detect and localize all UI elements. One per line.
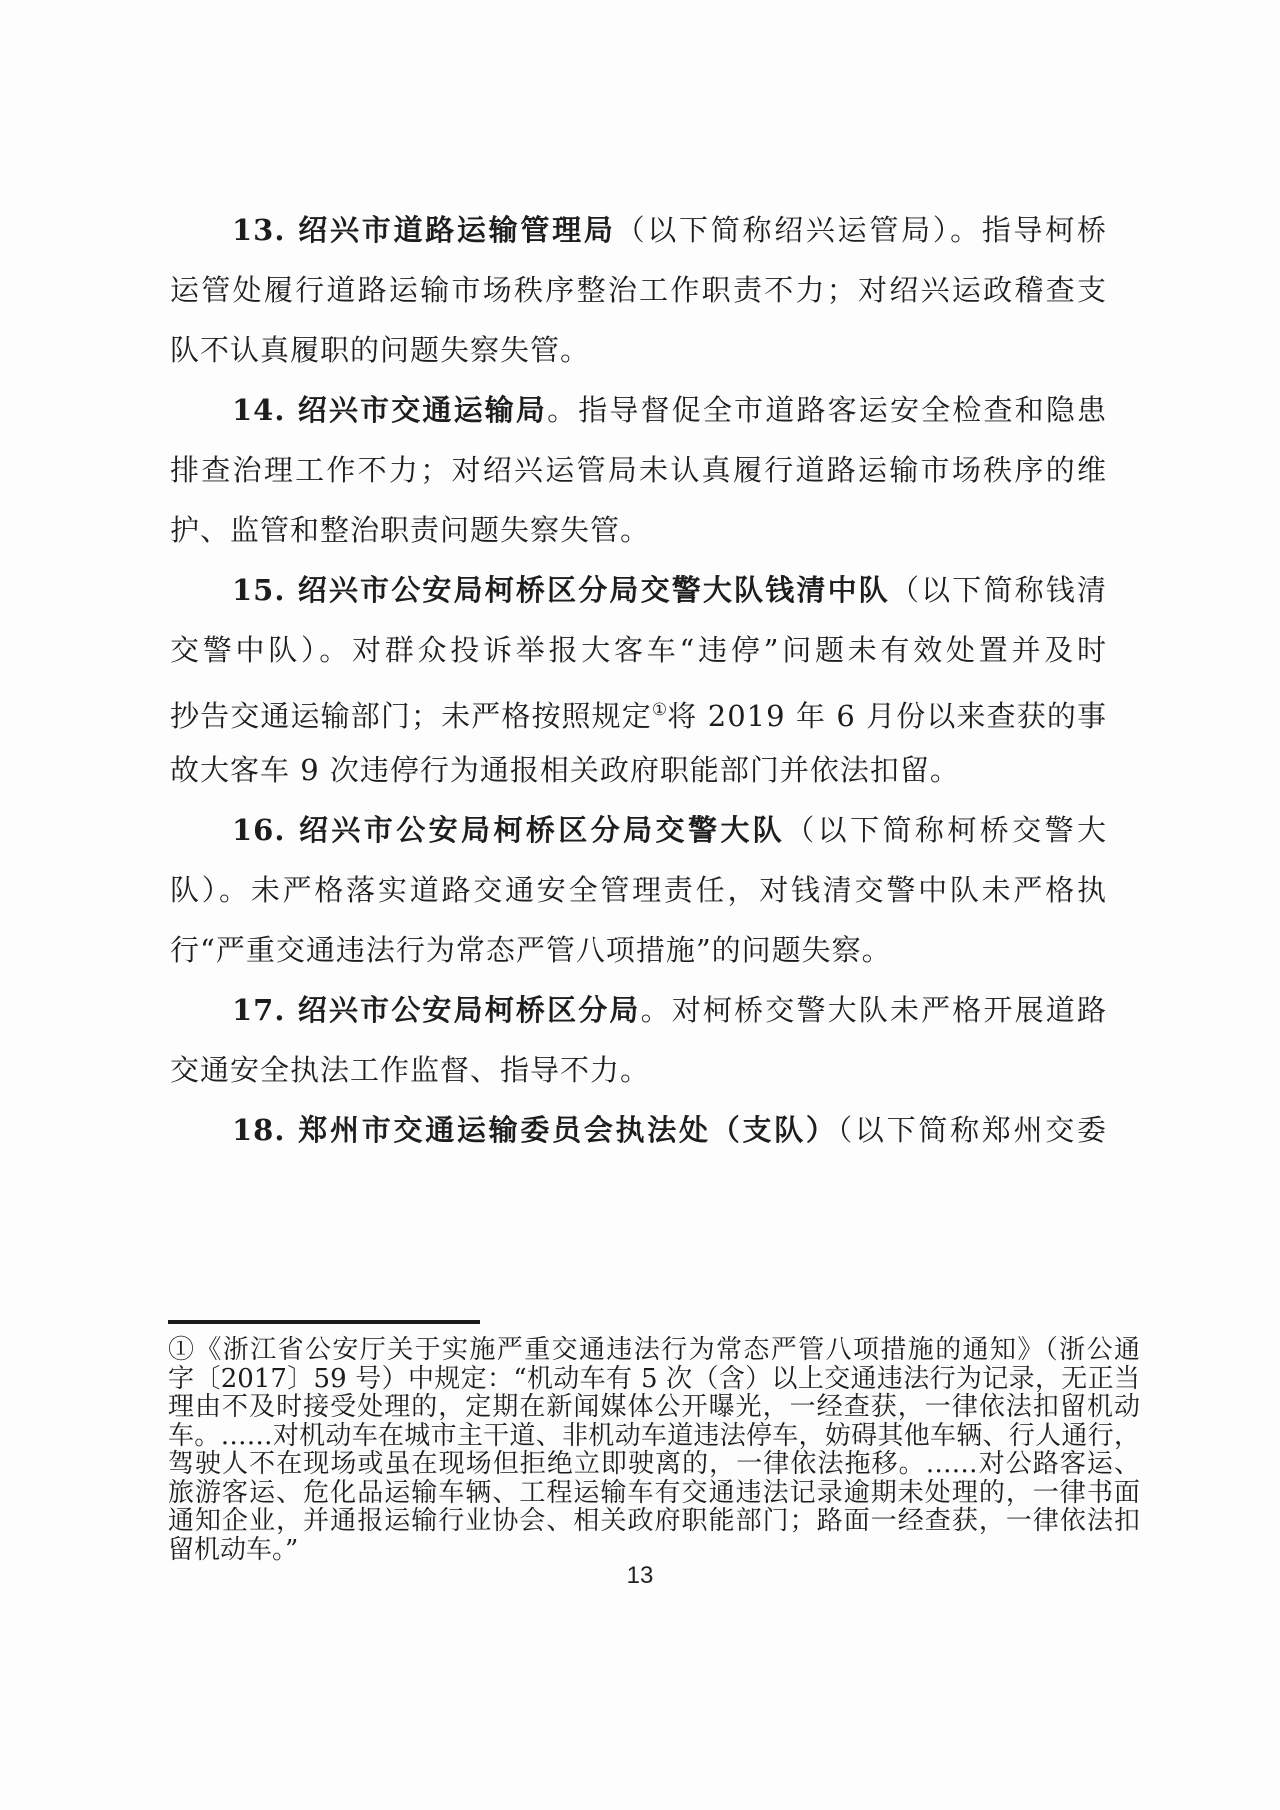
body-text-segment: （以下简称绍兴运管局）。指导柯桥 xyxy=(615,213,1107,247)
body-text-segment: 。指导督促全市道路客运安全检查和隐患 xyxy=(547,393,1107,427)
footnote-block xyxy=(168,1336,1140,1564)
body-text-segment: 护、监管和整治职责问题失察失管。 xyxy=(170,513,651,547)
body-line xyxy=(170,200,1107,260)
body-text-segment: 。对柯桥交警大队未严格开展道路 xyxy=(640,993,1107,1027)
footnote-line: 通知企业，并通报运输行业协会、相关政府职能部门；路面一经查获，一律依法扣 xyxy=(168,1506,1140,1536)
body-line xyxy=(170,980,1107,1040)
org-name-bold: 16. 绍兴市公安局柯桥区分局交警大队 xyxy=(232,813,786,847)
body-text-segment: （以下简称郑州交委 xyxy=(837,1113,1107,1147)
footnote-line: ①《浙江省公安厅关于实施严重交通违法行为常态严管八项措施的通知》（浙公通 xyxy=(168,1335,1140,1365)
body-line xyxy=(170,560,1107,620)
body-line xyxy=(170,380,1107,440)
body-line xyxy=(170,1040,1107,1100)
body-text-segment: 队）。未严格落实道路交通安全管理责任，对钱清交警中队未严格执 xyxy=(170,873,1107,907)
body-line xyxy=(170,680,1107,740)
body-line xyxy=(170,260,1107,320)
body-line xyxy=(170,320,1107,380)
body-text-segment: 抄告交通运输部门；未严格按照规定 xyxy=(170,699,652,733)
org-name-bold: 15. 绍兴市公安局柯桥区分局交警大队钱清中队 xyxy=(232,573,890,607)
body-text-segment: 排查治理工作不力；对绍兴运管局未认真履行道路运输市场秩序的维 xyxy=(170,453,1107,487)
page-number: 13 xyxy=(626,1562,654,1589)
org-name-bold: 18. 郑州市交通运输委员会执法处（支队） xyxy=(232,1113,838,1147)
body-text-segment: （以下简称钱清 xyxy=(889,573,1107,607)
body-line xyxy=(170,440,1107,500)
org-name-bold: 14. 绍兴市交通运输局 xyxy=(232,393,548,427)
footnote-line: 旅游客运、危化品运输车辆、工程运输车有交通违法记录逾期未处理的，一律书面 xyxy=(168,1477,1140,1508)
body-line xyxy=(170,620,1107,680)
footnote-ref-marker: ① xyxy=(651,700,668,720)
body-line xyxy=(170,860,1107,920)
org-name-bold: 17. 绍兴市公安局柯桥区分局 xyxy=(232,993,641,1027)
body-text-block xyxy=(170,200,1107,1160)
footnote-line: 字〔2017〕59 号）中规定：“机动车有 5 次（含）以上交通违法行为记录，无正当 xyxy=(168,1363,1140,1394)
body-text-segment: 交通安全执法工作监督、指导不力。 xyxy=(170,1053,651,1087)
body-line xyxy=(170,920,1107,980)
footnote-line: 理由不及时接受处理的，定期在新闻媒体公开曝光，一经查获，一律依法扣留机动 xyxy=(168,1392,1140,1422)
org-name-bold: 13. 绍兴市道路运输管理局 xyxy=(232,213,616,247)
footnote-line: 驾驶人不在现场或虽在现场但拒绝立即驶离的，一律依法拖移。……对公路客运、 xyxy=(168,1449,1140,1479)
footnote-separator xyxy=(168,1320,480,1324)
body-text-segment: 行“严重交通违法行为常态严管八项措施”的问题失察。 xyxy=(170,933,892,967)
body-text-segment: 交警中队）。对群众投诉举报大客车“违停”问题未有效处置并及时 xyxy=(170,633,1107,667)
body-line xyxy=(170,740,1107,800)
body-line xyxy=(170,500,1107,560)
footnote-line: 留机动车。” xyxy=(168,1534,299,1565)
body-text-segment: 运管处履行道路运输市场秩序整治工作职责不力；对绍兴运政稽查支 xyxy=(170,273,1107,307)
body-text-segment: 将 2019 年 6 月份以来查获的事 xyxy=(667,699,1107,733)
body-text-segment: 队不认真履职的问题失察失管。 xyxy=(170,333,591,367)
body-line xyxy=(170,800,1107,860)
body-line xyxy=(170,1100,1107,1160)
body-text-segment: 故大客车 9 次违停行为通报相关政府职能部门并依法扣留。 xyxy=(170,753,960,787)
footnote-line: 车。……对机动车在城市主干道、非机动车道违法停车，妨碍其他车辆、行人通行， xyxy=(168,1420,1140,1451)
body-text-segment: （以下简称柯桥交警大 xyxy=(785,813,1107,847)
